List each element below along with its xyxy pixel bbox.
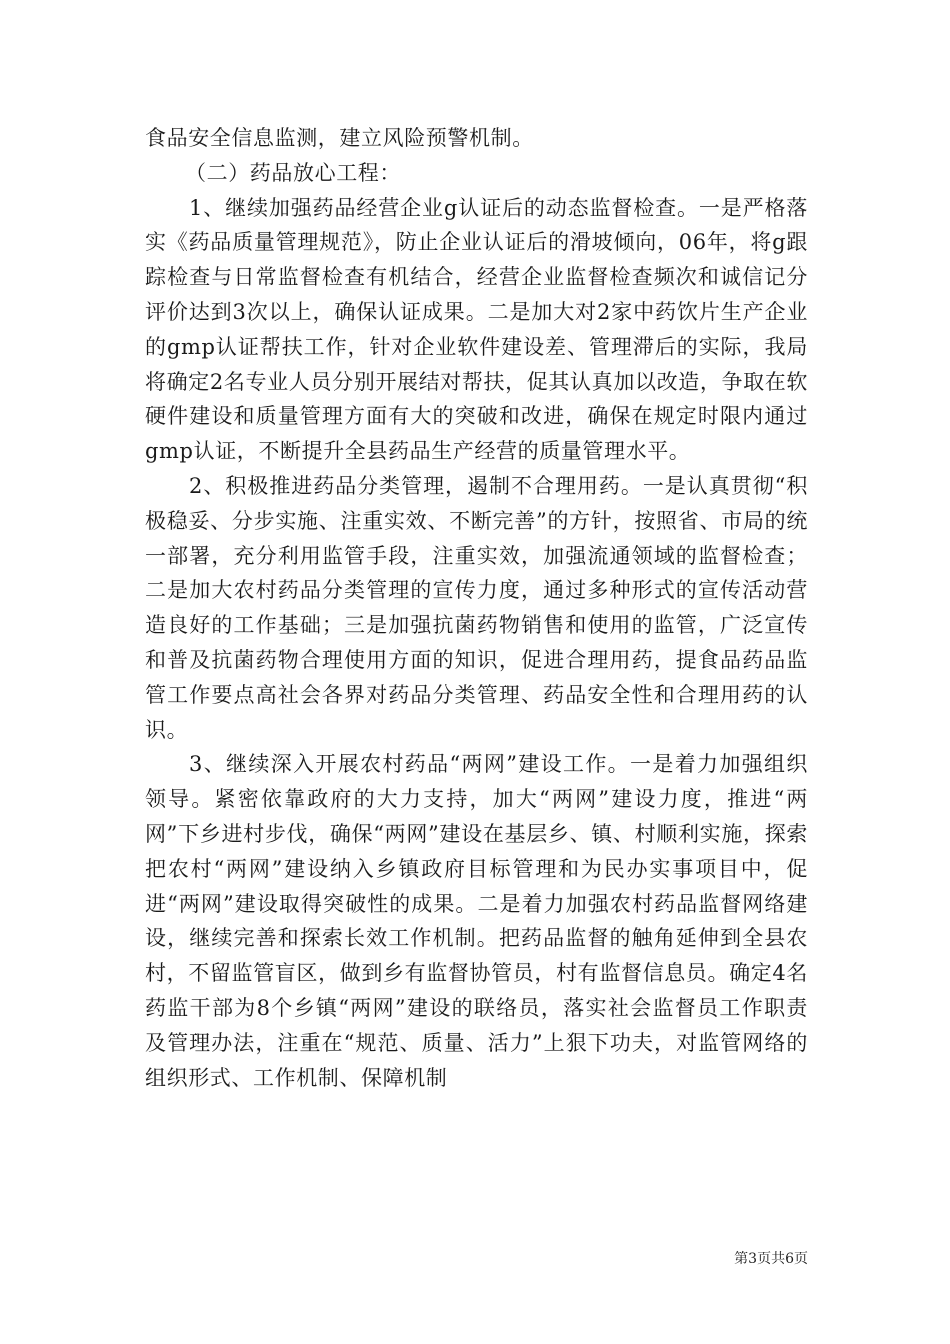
paragraph-item-2: 2、积极推进药品分类管理，遏制不合理用药。一是认真贯彻“积极稳妥、分步实施、注重实效、不断完善”的方针，按照省、市局的统一部署，充分利用监管手段，注重实效，加强流通领域的监督检查；二是加大农村药品分类管理的宣传力度，通过多种形式的宣传活动营造良好的工作基础；三是加强抗菌药物销售和使用的监管，广泛宣传和普及抗菌药物合理使用方面的知识，促进合理用药，提食品药品监管工作要点高社会各界对药品分类管理、药品安全性和合理用药的认识。 (145, 473, 808, 742)
document-body (145, 121, 808, 1095)
paragraph-item-3: 3、继续深入开展农村药品“两网”建设工作。一是着力加强组织领导。紧密依靠政府的大力支持，加大“两网”建设力度，推进“两网”下乡进村步伐，确保“两网”建设在基层乡、镇、村顺利实施，探索把农村“两网”建设纳入乡镇政府目标管理和为民办实事项目中，促进“两网”建设取得突破性的成果。二是着力加强农村药品监督网络建设，继续完善和探索长效工作机制。把药品监督的触角延伸到全县农村，不留监管盲区，做到乡有监督协管员，村有监督信息员。确定4名药监干部为8个乡镇“两网”建设的联络员，落实社会监督员工作职责及管理办法，注重在“规范、质量、活力”上狠下功夫，对监管网络的组织形式、工作机制、保障机制 (145, 752, 808, 1090)
section-heading: （二）药品放心工程： (185, 160, 401, 185)
paragraph-item-1: 1、继续加强药品经营企业g认证后的动态监督检查。一是严格落实《药品质量管理规范》，防止企业认证后的滑坡倾向，06年，将g跟踪检查与日常监督检查有机结合，经营企业监督检查频次和诚信记分评价达到3次以上，确保认证成果。二是加大对2家中药饮片生产企业的gmp认证帮扶工作，针对企业软件建设差、管理滞后的实际，我局将确定2名专业人员分别开展结对帮扶，促其认真加以改造，争取在软硬件建设和质量管理方面有大的突破和改进，确保在规定时限内通过gmp认证，不断提升全县药品生产经营的质量管理水平。 (145, 195, 808, 464)
paragraph-continuation: 食品安全信息监测，建立风险预警机制。 (145, 126, 534, 150)
page-number: 第3页共6页 (734, 1251, 808, 1267)
